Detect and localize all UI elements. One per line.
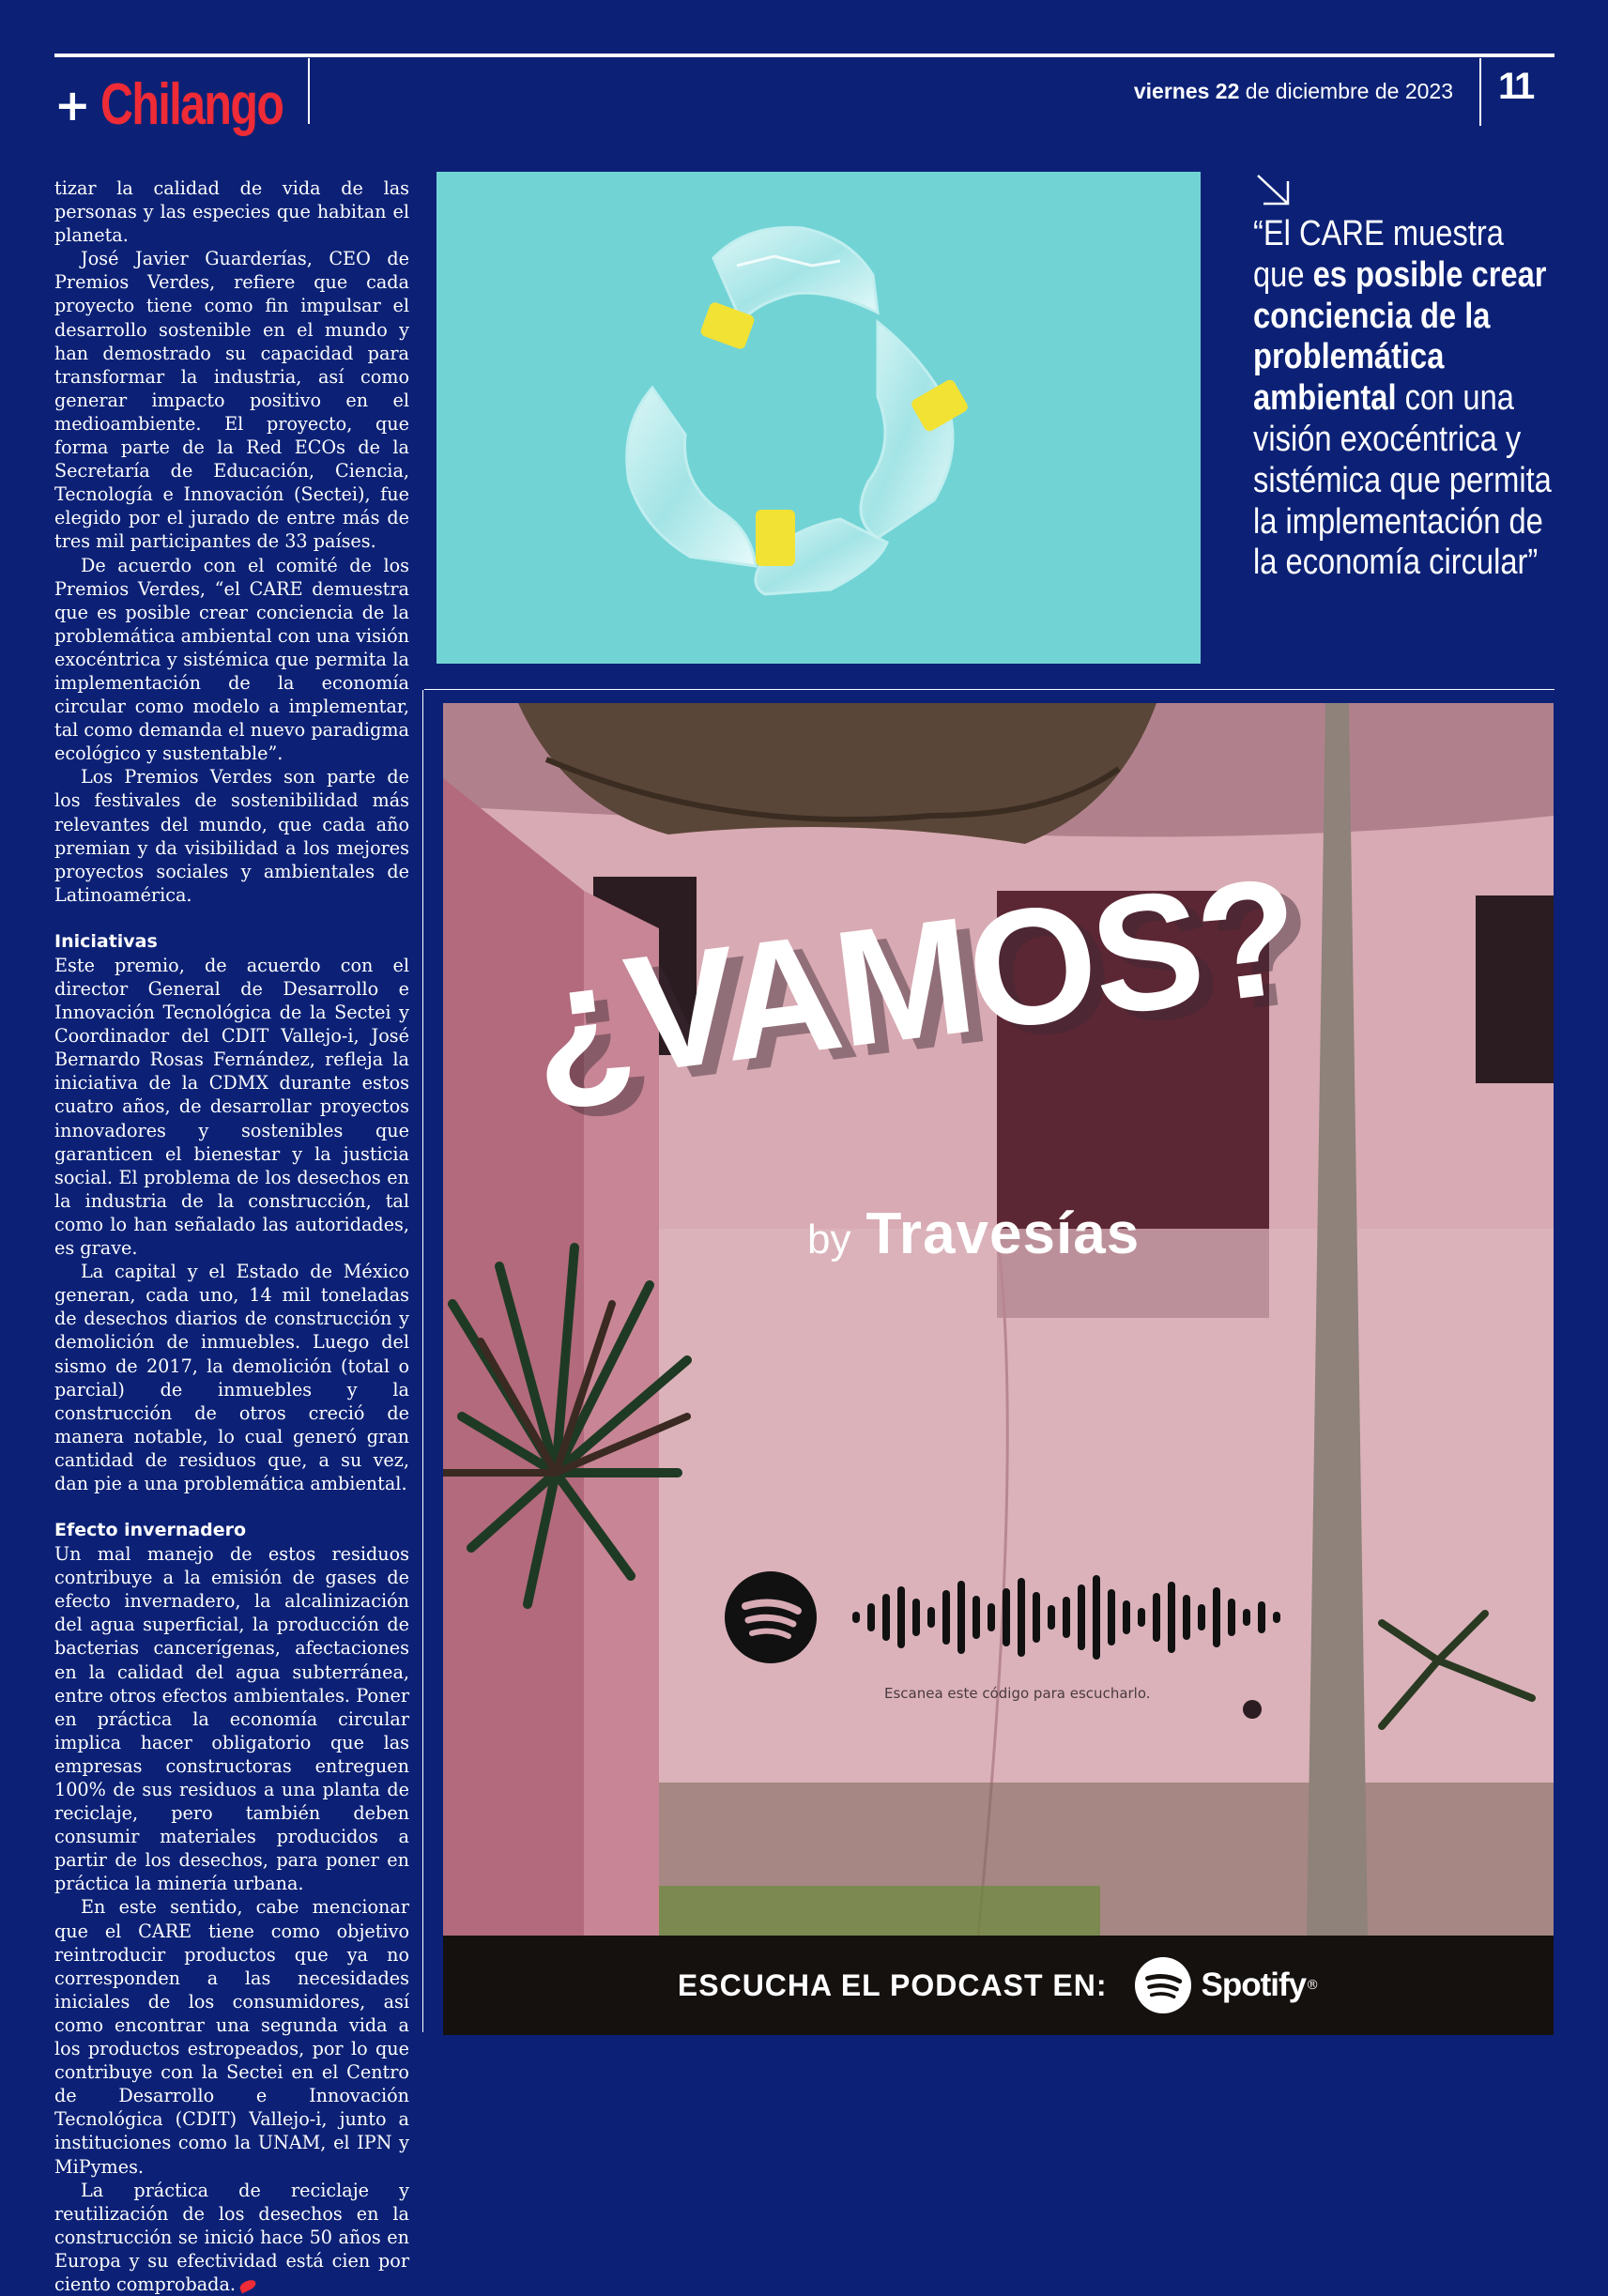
article-paragraph-text: La práctica de reciclaje y reutilización de los desechos en la construcción se inició hace 50 años en Europa y su efectividad está cien por ciento comprobada. bbox=[54, 2179, 409, 2295]
article-paragraph: José Javier Guarderías, CEO de Premios Verdes, refiere que cada proyecto tiene como fin impulsar el desarrollo sostenible en el mundo y han demostrado su capacidad para transformar la industria, así como generar impacto positivo en el medioambiente. El proyecto, que forma parte de la Red ECOs de la Secretaría de Educación, Ciencia, Tecnología e Innovación (Sectei), fue elegido por el jurado de entre más de tres mil participantes de 33 países. bbox=[54, 248, 409, 553]
spotify-code-bar bbox=[897, 1586, 905, 1648]
header-rule bbox=[54, 54, 1554, 57]
spotify-code-bar bbox=[1108, 1589, 1115, 1645]
spotify-code-bar bbox=[988, 1603, 995, 1631]
spotify-code-bar bbox=[1183, 1595, 1190, 1640]
date-rest: de diciembre de 2023 bbox=[1245, 79, 1453, 103]
spotify-icon[interactable] bbox=[725, 1571, 817, 1663]
brand-plus: + bbox=[54, 80, 91, 130]
pull-quote-part-c: con una visión exocéntrica y sistémica que permita la implementación de la economía circular” bbox=[1253, 378, 1552, 583]
ad-by: by bbox=[807, 1217, 851, 1263]
spotify-code-bar bbox=[867, 1603, 875, 1631]
spotify-code-bar bbox=[1033, 1592, 1040, 1643]
spotify-code-bar bbox=[1153, 1593, 1160, 1642]
article-paragraph: Los Premios Verdes son parte de los festivales de sostenibilidad más relevantes del mundo, que cada año premian y da visibilidad a los mejores proyectos sociales y ambientales de Latinoamérica. bbox=[54, 766, 409, 906]
brand-logo bbox=[54, 68, 334, 143]
spotify-code-bar bbox=[1078, 1584, 1085, 1650]
issue-date bbox=[1134, 79, 1453, 104]
article-paragraph: Este premio, de acuerdo con el director General de Desarrollo e Innovación Tecnológica de la Sectei y Coordinador del CDIT Vallejo-i, José Bernardo Rosas Fernández, refleja la iniciativa de la CDMX durante estos cuatro años, de desarrollar proyectos innovadores y sostenibles que garanticen el bienestar y la justicia social. El problema de los desechos en la industria de la construcción, tal como lo han señalado las autoridades, es grave. bbox=[54, 954, 409, 1260]
section-heading-iniciativas: Iniciativas bbox=[54, 930, 158, 952]
brand-name: Chilango bbox=[100, 72, 283, 137]
bottle-left bbox=[627, 388, 795, 566]
spotify-code-bar bbox=[1168, 1582, 1175, 1653]
column-divider bbox=[422, 690, 423, 2032]
article-paragraph: Un mal manejo de estos residuos contribuye a la emisión de gases de efecto invernadero, la alcalinización del agua superficial, la producción de bacterias cancerígenas, afectaciones en la calidad del agua subterránea, entre otros efectos ambientales. Poner en práctica la economía circular implica hacer obligatorio que las empresas constructoras entreguen 100% de sus residuos a una planta de reciclaje, pero también deben consumir materiales producidos a partir de los desechos, para poner en práctica la minería urbana. bbox=[54, 1543, 409, 1895]
spotify-code-bar bbox=[912, 1599, 920, 1636]
article-column bbox=[54, 176, 409, 2296]
podcast-advertisement bbox=[443, 703, 1554, 2035]
spotify-code-bar bbox=[1198, 1604, 1205, 1630]
spotify-code-bar bbox=[1018, 1578, 1025, 1657]
section-heading-efecto-invernadero: Efecto invernadero bbox=[54, 1520, 247, 1541]
arrow-down-right-icon bbox=[1254, 172, 1294, 209]
article-paragraph: tizar la calidad de vida de las personas y las especies que habitan el planeta. bbox=[54, 177, 409, 247]
bottle-top bbox=[699, 227, 878, 350]
footer-registered-mark: ® bbox=[1306, 1978, 1320, 1993]
pull-quote bbox=[1253, 214, 1560, 584]
spotify-code-bar bbox=[1243, 1609, 1250, 1626]
pull-quote-bold: es posible crear conciencia de la problemática ambiental bbox=[1253, 254, 1547, 419]
spotify-code-bar bbox=[1258, 1601, 1265, 1633]
spotify-code-bar bbox=[1273, 1612, 1280, 1623]
spotify-code-bar bbox=[1063, 1597, 1070, 1638]
spotify-code-bar bbox=[1213, 1587, 1220, 1647]
spotify-code-bar bbox=[1138, 1608, 1145, 1627]
spotify-code-bar bbox=[1228, 1599, 1235, 1636]
footer-spotify-logo[interactable] bbox=[1135, 1957, 1319, 2013]
spotify-code-bar bbox=[942, 1590, 950, 1645]
ad-footer bbox=[443, 1936, 1554, 2035]
spotify-code-bar bbox=[957, 1581, 965, 1654]
spotify-code-bar bbox=[1123, 1600, 1130, 1634]
footer-spotify-word: Spotify bbox=[1201, 1967, 1307, 2003]
footer-label: ESCUCHA EL PODCAST EN: bbox=[677, 1967, 1108, 2002]
page-number: 11 bbox=[1498, 66, 1533, 107]
spotify-code-bar bbox=[882, 1594, 890, 1641]
spotify-code-icon[interactable] bbox=[847, 1571, 1288, 1663]
header-divider-left bbox=[308, 58, 310, 124]
recycle-bottles-illustration bbox=[436, 172, 1201, 664]
scan-instruction: Escanea este código para escucharlo. bbox=[884, 1685, 1151, 1702]
article-paragraph: La capital y el Estado de México generan, cada uno, 14 mil toneladas de desechos diarios de construcción y demolición de inmuebles. Luego del sismo de 2017, la demolición (total o parcial) de inmuebles y la construcción de otros creció de manera notable, lo cual generó gran cantidad de residuos que, a su vez, dan pie a una problemática ambiental. bbox=[54, 1261, 409, 1494]
spotify-code-bar bbox=[972, 1596, 980, 1639]
article-paragraph: En este sentido, cabe mencionar que el CARE tiene como objetivo reintroducir productos que ya no corresponden a las necesidades iniciales de los consumidores, así como encontrar una segunda vida a los productos estropeados, por lo que contribuye con la Sectei en el Centro de Desarrollo e Innovación Tecnológica (CDIT) Vallejo-i, junto a instituciones como la UNAM, el IPN y MiPymes. bbox=[54, 1896, 409, 2178]
spotify-code-bar bbox=[1048, 1605, 1055, 1630]
spotify-code-bar bbox=[927, 1607, 935, 1628]
ad-title: ¿VAMOS? bbox=[520, 843, 1307, 1120]
recycle-bottles-photo bbox=[436, 172, 1201, 664]
spotify-code-bar bbox=[1003, 1588, 1010, 1646]
article-paragraph: De acuerdo con el comité de los Premios Verdes, “el CARE demuestra que es posible crear conciencia de la problemática ambiental con una visión exocéntrica y sistémica que permita la implementación de la economía circular como modelo a implementar, tal como demanda el nuevo paradigma ecológico y sustentable”. bbox=[54, 554, 409, 765]
article-paragraph bbox=[54, 2179, 409, 2296]
pull-quote-part-a: “El CARE muestra que bbox=[1253, 214, 1504, 295]
date-day: viernes 22 bbox=[1133, 79, 1240, 103]
spotify-footer-icon bbox=[1135, 1957, 1191, 2013]
spotify-code-bar bbox=[852, 1612, 860, 1623]
chili-end-icon bbox=[238, 2278, 258, 2294]
header-divider-right bbox=[1479, 58, 1481, 126]
ad-byline bbox=[807, 1201, 1140, 1267]
ad-brand: Travesías bbox=[865, 1202, 1141, 1266]
spotify-code-bar bbox=[1093, 1575, 1100, 1660]
ad-top-rule bbox=[424, 689, 1554, 690]
